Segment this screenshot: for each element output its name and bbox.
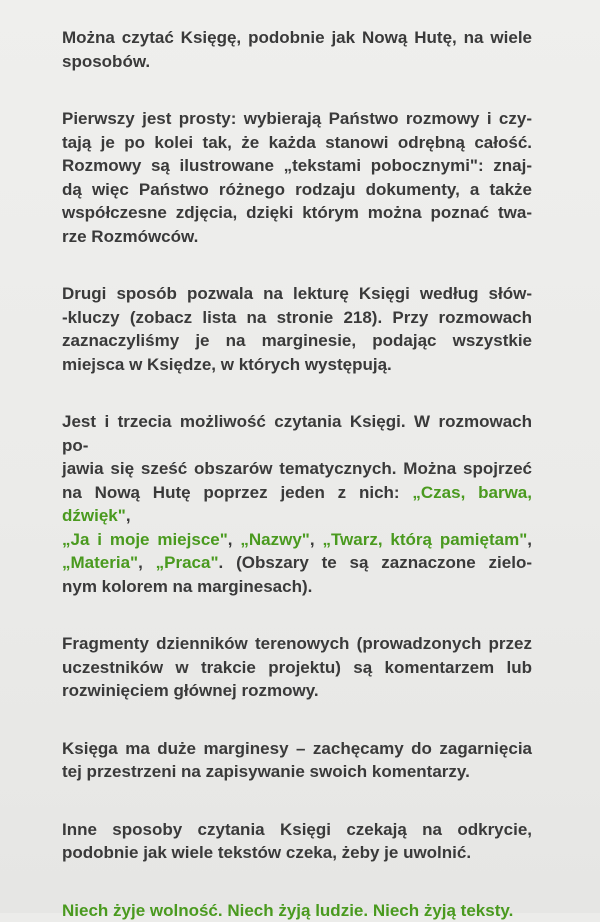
- topic-label-me-and-my-place: „Ja i moje miejsce": [62, 530, 228, 549]
- text-line: Pierwszy jest prosty: wybierają Państwo rozmowy i czy-: [62, 107, 532, 131]
- paragraph-margins: [62, 737, 532, 784]
- text-line: Jest i trzecia możliwość czytania Księgi. W rozmowach po-: [62, 410, 532, 457]
- text-line: Można czytać Księgę, podobnie jak Nową Hutę, na wiele: [62, 26, 532, 50]
- topic-label-matter: „Materia": [62, 553, 138, 572]
- text-line: [62, 481, 532, 528]
- text-line: Inne sposoby czytania Księgi czekają na odkrycie,: [62, 818, 532, 842]
- text-line: sposobów.: [62, 50, 532, 74]
- text-fragment: ,: [228, 530, 241, 549]
- text-line: -kluczy (zobacz lista na stronie 218). Przy rozmowach: [62, 306, 532, 330]
- text-line: dą więc Państwo różnego rodzaju dokumenty, a także: [62, 178, 532, 202]
- text-fragment: . (Obszary te są zaznaczone zielo-: [219, 553, 532, 572]
- text-line: Fragmenty dzienników terenowych (prowadzonych przez: [62, 632, 532, 656]
- text-line: Księga ma duże marginesy – zachęcamy do zagarnięcia: [62, 737, 532, 761]
- text-fragment: ,: [310, 530, 323, 549]
- topic-label-time-color-sound: „Czas, barwa, dźwięk": [62, 483, 532, 526]
- text-line: tej przestrzeni na zapisywanie swoich komentarzy.: [62, 760, 532, 784]
- text-line: miejsca w Księdze, w których występują.: [62, 353, 532, 377]
- text-line: rozwinięciem głównej rozmowy.: [62, 679, 532, 703]
- paragraph-second-way: [62, 282, 532, 376]
- topic-label-names: „Nazwy": [240, 530, 309, 549]
- closing-line: Niech żyje wolność. Niech żyją ludzie. Niech żyją teksty.: [62, 899, 532, 922]
- text-line: rze Rozmówców.: [62, 225, 532, 249]
- paragraph-first-way: [62, 107, 532, 248]
- text-line: podobnie jak wiele tekstów czeka, żeby je uwolnić.: [62, 841, 532, 865]
- text-line: tają je po kolei tak, że każda stanowi odrębną całość.: [62, 131, 532, 155]
- text-line: [62, 528, 532, 552]
- text-line: [62, 551, 532, 575]
- text-line: współczesne zdjęcia, dzięki którym można poznać twa-: [62, 201, 532, 225]
- text-fragment: na Nową Hutę poprzez jeden z nich:: [62, 483, 412, 502]
- text-line: zaznaczyliśmy je na marginesie, podając wszystkie: [62, 329, 532, 353]
- paragraph-third-way: [62, 410, 532, 598]
- text-line: uczestników w trakcie projektu) są komentarzem lub: [62, 656, 532, 680]
- text-line: nym kolorem na marginesach).: [62, 575, 532, 599]
- text-line: Rozmowy są ilustrowane „tekstami pobocznymi": znaj-: [62, 154, 532, 178]
- text-fragment: ,: [527, 530, 532, 549]
- closing-motto: [62, 899, 532, 922]
- paragraph-intro: [62, 26, 532, 73]
- text-fragment: ,: [126, 506, 131, 525]
- topic-label-work: „Praca": [156, 553, 219, 572]
- text-fragment: ,: [138, 553, 156, 572]
- topic-label-face-i-remember: „Twarz, którą pamiętam": [322, 530, 527, 549]
- text-line: Drugi sposób pozwala na lekturę Księgi według słów-: [62, 282, 532, 306]
- paragraph-field-diaries: [62, 632, 532, 703]
- text-line: jawia się sześć obszarów tematycznych. Można spojrzeć: [62, 457, 532, 481]
- paragraph-other-ways: [62, 818, 532, 865]
